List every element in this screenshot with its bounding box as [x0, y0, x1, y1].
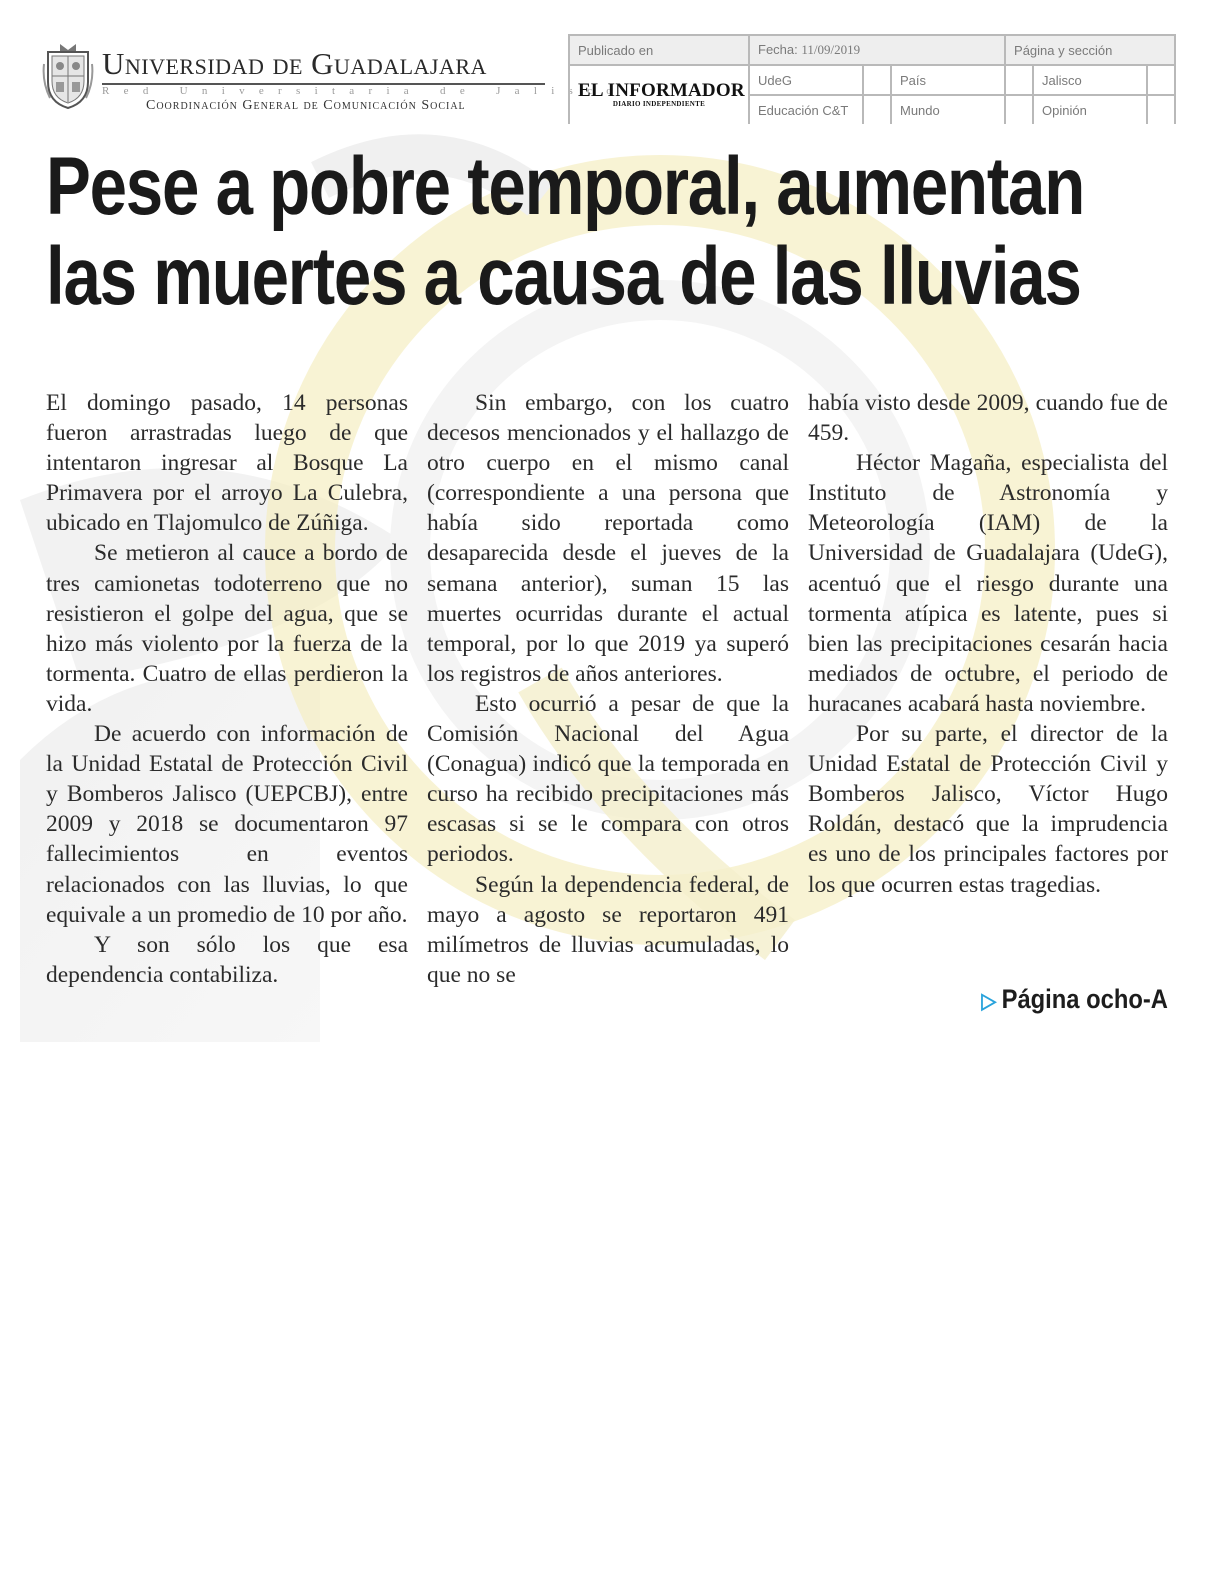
section-udeg-checkbox: [863, 65, 891, 95]
published-in-label: Publicado en: [569, 35, 749, 65]
university-seal-icon: [42, 42, 94, 110]
paragraph: El domingo pasado, 14 personas fueron arrastradas luego de que intentaron ingresar al Bosque La Primavera por el arroyo La Culebra, ubicado en Tlajomulco de Zúñiga.: [46, 390, 408, 537]
section-pais: País: [891, 65, 1005, 95]
paragraph: Héctor Magaña, especialista del Instituto de Astronomía y Meteorología (IAM) de la Universidad de Guadalajara (UdeG), acentuó que el riesgo durante una tormenta atípica es latente, pues si bien las precipitaciones cesarán hacia mediados de octubre, el periodo de huracanes acabará hasta noviembre.: [808, 450, 1168, 717]
paragraph: Por su parte, el director de la Unidad Estatal de Protección Civil y Bomberos Jalisco, Víctor Hugo Roldán, destacó que la imprudencia es uno de los principales factores por los que ocurren estas tragedias.: [808, 721, 1168, 898]
article-headline: [46, 141, 1085, 322]
section-mundo: Mundo: [891, 95, 1005, 124]
paragraph: De acuerdo con información de la Unidad Estatal de Protección Civil y Bomberos Jalisco (UEPCBJ), entre 2009 y 2018 se documentaron 97 fallecimientos en eventos relacionados con las lluvias, lo que equivale a un promedio de 10 por año.: [46, 721, 408, 928]
article-body: [46, 388, 1168, 1028]
section-educacion: Educación C&T: [749, 95, 863, 124]
section-jalisco-checkbox: [1147, 65, 1175, 95]
date-cell: [749, 35, 1005, 65]
paragraph: Se metieron al cauce a bordo de tres camionetas todoterreno que no resistieron el golpe del agua, que se hizo más violento por la fuerza de la tormenta. Cuatro de ellas perdieron la vida.: [46, 540, 408, 717]
newspaper-logo: [569, 65, 749, 124]
article-column-1: [46, 388, 408, 990]
publication-info-table: [568, 34, 1176, 124]
date-label: Fecha:: [758, 42, 798, 57]
university-name: Universidad de Guadalajara: [102, 46, 487, 81]
newspaper-tagline: DIARIO INDEPENDIENTE: [612, 100, 706, 108]
article-column-2: [427, 388, 789, 990]
article-clipping: [20, 120, 1184, 1042]
paragraph: había visto desde 2009, cuando fue de 459.: [808, 390, 1168, 447]
article-column-3: [808, 388, 1168, 900]
paragraph: Y son sólo los que esa dependencia contabiliza.: [46, 931, 408, 988]
paragraph: Sin embargo, con los cuatro decesos mencionados y el hallazgo de otro cuerpo en el mismo canal (correspondiente a una persona que había sido reportada como desaparecida desde el jueves de la semana anterior), suman 15 las muertes ocurridas durante el actual temporal, por lo que 2019 ya superó los registros de años anteriores.: [427, 390, 789, 687]
date-value: 11/09/2019: [801, 42, 861, 57]
arrow-right-icon: ▷: [981, 988, 997, 1013]
section-udeg: UdeG: [749, 65, 863, 95]
headline-line-1: Pese a pobre temporal, aumentan: [46, 141, 1085, 232]
headline-line-2: las muertes a causa de las lluvias: [46, 231, 1081, 322]
section-pais-checkbox: [1005, 65, 1033, 95]
coordination-name: Coordinación General de Comunicación Social: [146, 98, 466, 113]
newspaper-name: EL INFORMADOR: [578, 80, 745, 101]
section-jalisco: Jalisco: [1033, 65, 1147, 95]
paragraph: Esto ocurrió a pesar de que la Comisión Nacional del Agua (Conagua) indicó que la temporada en curso ha recibido precipitaciones más escasas si se le compara con otros periodos.: [427, 690, 789, 868]
section-label: Página y sección: [1005, 35, 1175, 65]
paragraph: Según la dependencia federal, de mayo a agosto se reportaron 491 milímetros de lluvias acumuladas, lo que no se: [427, 871, 789, 988]
university-network: Red Universitaria de Jalisco: [102, 85, 627, 97]
continued-label: Página ocho-A: [1001, 984, 1168, 1014]
section-opinion: Opinión: [1033, 95, 1147, 124]
continued-on-page: [981, 984, 1168, 1015]
